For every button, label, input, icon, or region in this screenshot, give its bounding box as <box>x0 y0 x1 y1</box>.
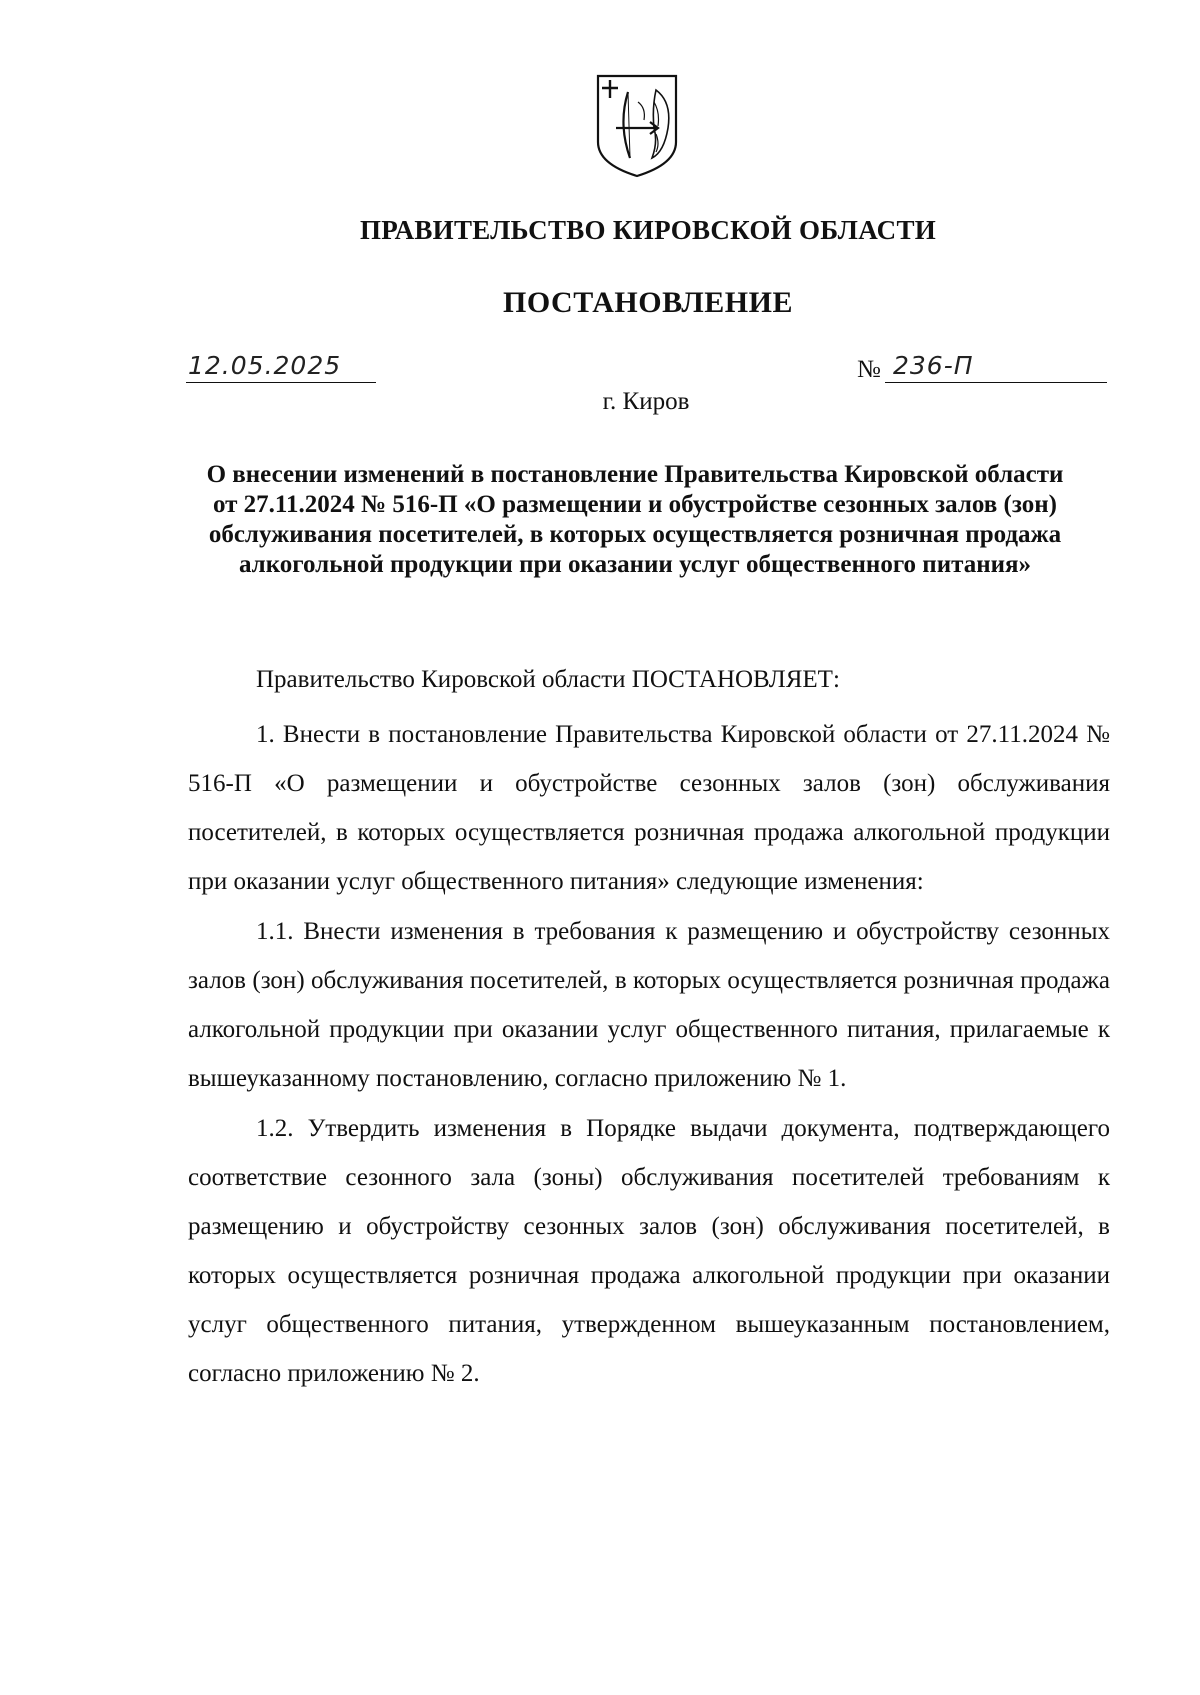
city: г. Киров <box>602 388 690 415</box>
paragraph-1-2: 1.2. Утвердить изменения в Порядке выдачи документа, подтверждающего соответствие сезонного зала (зоны) обслуживания посетителей требованиям к размещению и обустройству сезонных залов (зон) обслуживания посетителей, в которых осуществляется розничная продажа алкогольной продукции при оказании услуг общественного питания, утвержденном вышеуказанным постановлением, согласно приложению № 2. <box>188 1115 1110 1387</box>
document-date: 12.05.2025 <box>188 351 342 380</box>
date-field <box>186 352 376 383</box>
number-field <box>885 352 1107 383</box>
document-body <box>188 710 1110 1399</box>
preamble: Правительство Кировской области ПОСТАНОВЛЯЕТ: <box>256 666 840 693</box>
number-label: № <box>857 356 881 383</box>
coat-of-arms-icon <box>594 72 680 180</box>
paragraph-1: 1. Внести в постановление Правительства Кировской области от 27.11.2024 № 516-П «О размещении и обустройстве сезонных залов (зон) обслуживания посетителей, в которых осуществляется розничная продажа алкогольной продукции при оказании услуг общественного питания» следующие изменения: <box>188 721 1110 895</box>
paragraph-1-1: 1.1. Внести изменения в требования к размещению и обустройству сезонных залов (зон) обслуживания посетителей, в которых осуществляется розничная продажа алкогольной продукции при оказании услуг общественного питания, прилагаемые к вышеуказанному постановлению, согласно приложению № 1. <box>188 918 1110 1092</box>
government-name: ПРАВИТЕЛЬСТВО КИРОВСКОЙ ОБЛАСТИ <box>359 215 937 245</box>
document-type: ПОСТАНОВЛЕНИЕ <box>503 286 793 319</box>
document-number: 236-П <box>893 351 974 380</box>
document-subject: О внесении изменений в постановление Правительства Кировской области от 27.11.2024 № 516-П «О размещении и обустройстве сезонных залов (зон) обслуживания посетителей, в которых осуществляется розничная продажа алкогольной продукции при оказании услуг общественного питания» <box>206 461 1064 578</box>
